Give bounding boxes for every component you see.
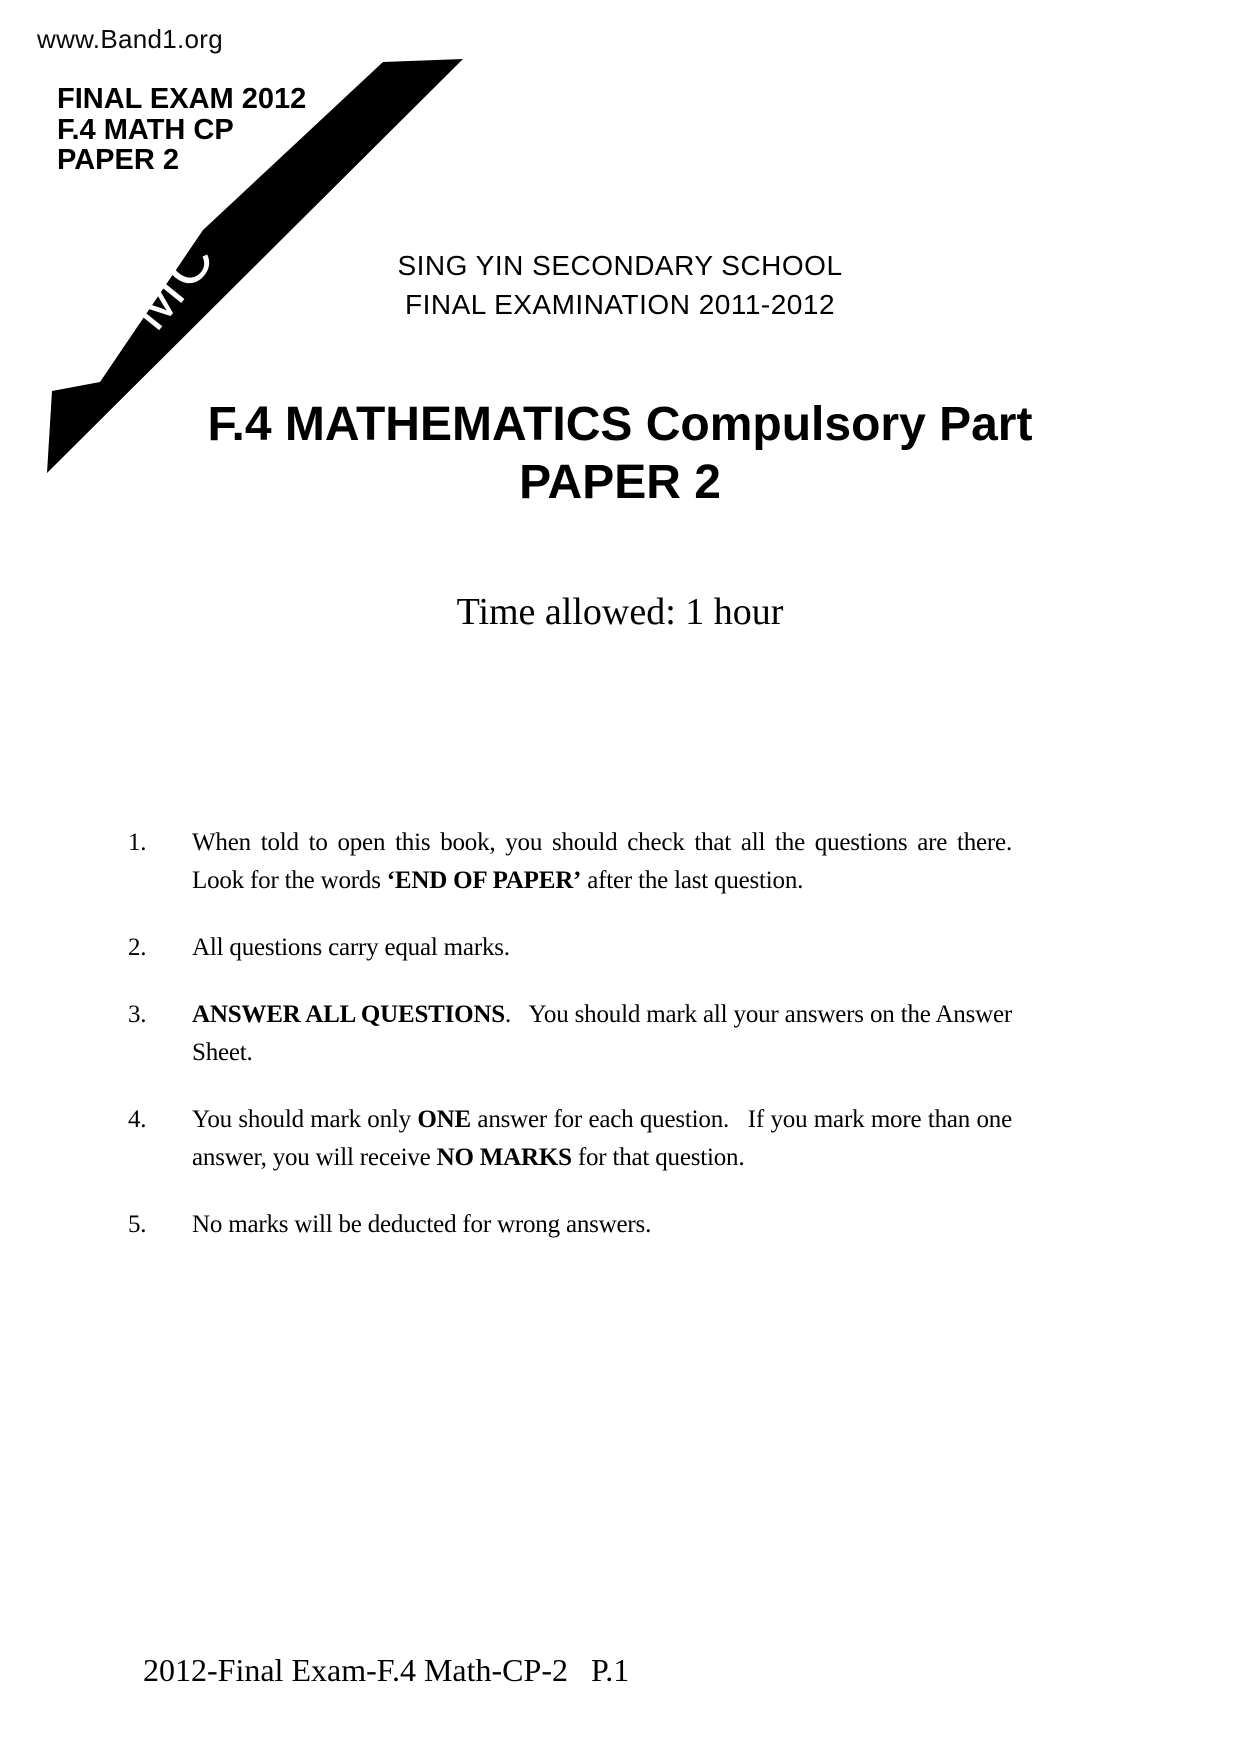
instruction-number: 2.	[128, 934, 147, 961]
instruction-item	[128, 929, 1012, 967]
time-allowed: Time allowed: 1 hour	[456, 591, 784, 633]
school-header	[0, 246, 1240, 324]
corner-label-line2: F.4 MATH CP	[57, 113, 234, 146]
instruction-text: You should mark only ONE answer for each question. If you mark more than one answer, you will receive NO MARKS for that question.	[192, 1106, 1012, 1171]
instruction-number: 5.	[128, 1211, 147, 1238]
instruction-item	[128, 996, 1012, 1072]
corner-label-line1: FINAL EXAM 2012	[57, 83, 307, 115]
instruction-number: 3.	[128, 1001, 147, 1028]
instruction-item	[128, 1206, 1012, 1244]
paper-title	[0, 396, 1240, 512]
page-footer	[143, 1652, 843, 1689]
paper-title-line2: PAPER 2	[519, 456, 721, 509]
instruction-number: 4.	[128, 1106, 147, 1133]
instruction-item	[128, 824, 1012, 900]
instruction-text: No marks will be deducted for wrong answers.	[192, 1211, 652, 1238]
ribbon-label: MC	[114, 222, 229, 343]
instruction-number: 1.	[128, 829, 147, 856]
school-name: SING YIN SECONDARY SCHOOL	[397, 250, 843, 281]
instruction-text: ANSWER ALL QUESTIONS. You should mark all your answers on the Answer Sheet.	[192, 1001, 1012, 1066]
doc-reference: 2012-Final Exam-F.4 Math-CP-2	[143, 1652, 568, 1688]
instructions-list	[128, 824, 1012, 1273]
corner-label-line3: PAPER 2	[57, 144, 179, 176]
exam-corner-label	[57, 84, 306, 176]
watermark-url: www.Band1.org	[37, 24, 224, 54]
exam-session: FINAL EXAMINATION 2011-2012	[404, 289, 836, 320]
page-number: P.1	[591, 1652, 630, 1688]
paper-title-line1: F.4 MATHEMATICS Compulsory Part	[207, 398, 1033, 451]
instruction-text: All questions carry equal marks.	[192, 934, 510, 961]
instruction-text: When told to open this book, you should check that all the questions are there. Look for the words ‘END OF PAPER’ after the last question.	[192, 829, 1012, 894]
instruction-item	[128, 1101, 1012, 1177]
